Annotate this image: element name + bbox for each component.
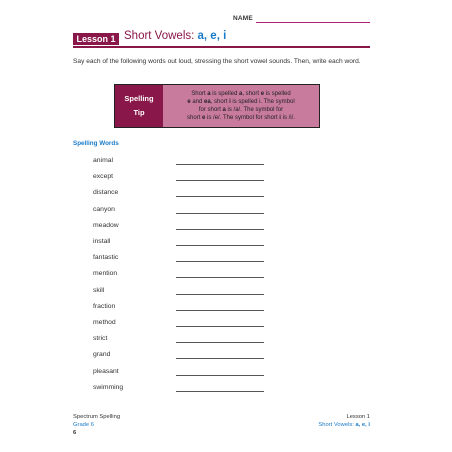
instructions: Say each of the following words out loud, stressing the short vowel sounds. Then, write each word.	[73, 58, 361, 65]
word-row	[0, 368, 452, 380]
tip-text-segment: Short	[191, 90, 208, 97]
answer-line[interactable]	[176, 294, 264, 295]
name-label: NAME	[233, 15, 253, 22]
tip-letter: ea	[204, 98, 211, 105]
tip-text-segment: is spelled	[264, 90, 291, 97]
spelling-tip-text	[163, 85, 319, 127]
title-divider	[73, 46, 370, 48]
tip-text-segment: , short	[242, 90, 261, 97]
lesson-title	[124, 30, 226, 42]
spelling-word: swimming	[93, 383, 124, 391]
footer-grade: Grade 6	[73, 421, 94, 428]
tip-letter: a	[222, 107, 226, 113]
tip-text-segment: is /i/.	[280, 115, 295, 122]
answer-line[interactable]	[176, 375, 264, 376]
page-number: 6	[73, 429, 77, 436]
spelling-word: method	[93, 319, 116, 326]
lesson-badge: Lesson 1	[73, 33, 119, 45]
footer-right	[318, 414, 370, 430]
word-row	[0, 351, 452, 363]
spelling-word: meadow	[93, 221, 119, 229]
answer-line[interactable]	[176, 213, 264, 214]
word-row	[0, 222, 452, 234]
tip-line	[191, 90, 290, 98]
word-row	[0, 319, 452, 331]
answer-line[interactable]	[176, 342, 264, 343]
word-row	[0, 303, 452, 315]
footer-title-vowels: a, e, i	[355, 421, 370, 428]
answer-line[interactable]	[176, 358, 264, 359]
tip-text-segment: and	[190, 98, 205, 105]
spelling-word: mention	[93, 270, 118, 278]
name-write-line[interactable]	[256, 22, 370, 23]
spelling-word: except	[93, 173, 114, 181]
spelling-word: canyon	[93, 205, 115, 213]
footer-book-title: Spectrum Spelling	[73, 414, 121, 420]
answer-line[interactable]	[176, 180, 264, 181]
lesson-title-vowels: a, e, i	[197, 30, 227, 42]
answer-line[interactable]	[176, 261, 264, 262]
tip-letter: e	[187, 98, 191, 105]
footer-left	[73, 414, 120, 437]
tip-letter: a	[239, 90, 243, 97]
word-row	[0, 157, 452, 169]
tip-text-segment: is spelled i. The symbol	[230, 98, 295, 105]
answer-line[interactable]	[176, 164, 264, 165]
spelling-word: distance	[93, 189, 119, 197]
tip-text-segment: is /a/. The symbol for	[225, 107, 284, 113]
word-row	[0, 173, 452, 185]
spelling-word: skill	[93, 286, 105, 294]
tip-letter: i	[279, 115, 281, 122]
word-row	[0, 384, 452, 396]
footer-lesson: Lesson 1	[346, 414, 370, 420]
word-row	[0, 287, 452, 299]
tip-text-segment: , short	[210, 98, 230, 105]
footer-lesson-title	[318, 422, 370, 430]
word-row	[0, 206, 452, 218]
spelling-tip-box	[114, 84, 320, 128]
tip-text-segment: short	[187, 115, 203, 122]
spelling-word: fantastic	[93, 254, 119, 262]
tip-line	[187, 114, 295, 122]
word-row	[0, 254, 452, 266]
answer-line[interactable]	[176, 245, 264, 246]
spelling-words-heading: Spelling Words	[73, 140, 119, 147]
word-row	[0, 238, 452, 250]
spelling-word: fraction	[93, 302, 116, 310]
name-row	[0, 15, 452, 27]
lesson-title-text: Short Vowels:	[124, 30, 198, 42]
spelling-word: pleasant	[93, 367, 119, 375]
spelling-word: strict	[93, 335, 108, 343]
tip-text-segment: is spelled	[210, 90, 239, 97]
word-row	[0, 335, 452, 347]
answer-line[interactable]	[176, 310, 264, 311]
tip-letter: i	[229, 98, 231, 105]
tip-label-line2: Tip	[133, 108, 145, 117]
tip-text-segment: is /e/. The symbol for short	[205, 115, 280, 122]
tip-letter: e	[260, 90, 265, 97]
tip-line	[187, 98, 294, 106]
spelling-word: animal	[93, 157, 114, 164]
footer-title-text: Short Vowels:	[318, 421, 356, 428]
answer-line[interactable]	[176, 196, 264, 197]
answer-line[interactable]	[176, 277, 264, 278]
spelling-word: grand	[93, 351, 111, 359]
spelling-tip-label	[115, 85, 163, 127]
answer-line[interactable]	[176, 229, 264, 230]
tip-line	[199, 106, 283, 114]
tip-letter: e	[202, 115, 206, 122]
spelling-word: install	[93, 238, 111, 245]
tip-letter: a	[207, 90, 211, 97]
word-row	[0, 189, 452, 201]
word-row	[0, 270, 452, 282]
tip-label-line1: Spelling	[124, 93, 154, 103]
answer-line[interactable]	[176, 326, 264, 327]
tip-text-segment: for short	[198, 107, 223, 113]
answer-line[interactable]	[176, 391, 264, 392]
